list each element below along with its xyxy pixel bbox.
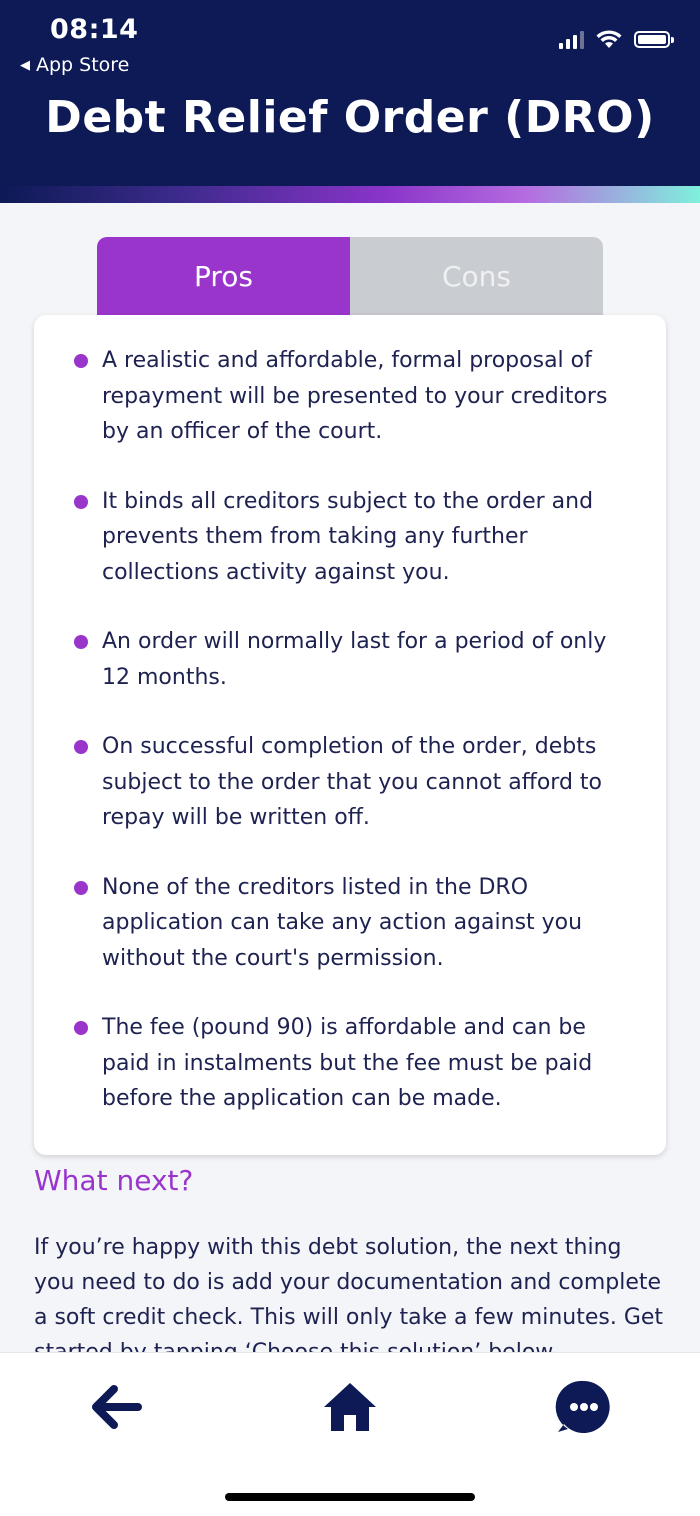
pros-item: None of the creditors listed in the DRO application can take any action against you without the court's permission. [74, 870, 626, 977]
tab-cons[interactable]: Cons [350, 237, 603, 315]
back-triangle-icon: ◀ [20, 57, 30, 73]
battery-icon [634, 31, 670, 48]
chat-bubble-icon [556, 1379, 612, 1435]
back-button[interactable] [88, 1379, 144, 1439]
back-to-app-store[interactable] [20, 54, 129, 76]
pros-cons-tabs [97, 237, 603, 315]
what-next-text: If you’re happy with this debt solution, the next thing you need to do is add your documentation and complete a soft credit check. This will only take a few minutes. Get [34, 1235, 664, 1330]
pros-card [34, 315, 666, 1155]
chat-button[interactable] [556, 1379, 612, 1439]
status-icons [559, 30, 670, 49]
header-gradient-divider [0, 186, 700, 203]
pros-list [34, 315, 666, 1117]
pros-item: The fee (pound 90) is affordable and can be paid in instalments but the fee must be paid before the application can be made. [74, 1010, 626, 1117]
header [0, 0, 700, 187]
home-indicator[interactable] [225, 1493, 475, 1501]
home-button[interactable] [322, 1379, 378, 1439]
tab-pros[interactable]: Pros [97, 237, 350, 315]
pros-item: On successful completion of the order, debts subject to the order that you cannot afford to repay will be written off. [74, 729, 626, 836]
pros-item: An order will normally last for a period of only 12 months. [74, 624, 626, 695]
what-next-heading: What next? [34, 1164, 194, 1197]
pros-item: It binds all creditors subject to the order and prevents them from taking any further collections activity against you. [74, 484, 626, 591]
bottom-nav-bar [0, 1352, 700, 1516]
page-title: Debt Relief Order (DRO) [45, 92, 655, 143]
home-icon [322, 1379, 378, 1435]
wifi-icon [596, 30, 622, 49]
cellular-signal-icon [559, 31, 584, 49]
back-app-label: App Store [36, 54, 130, 76]
arrow-left-icon [88, 1379, 144, 1435]
status-time: 08:14 [50, 14, 139, 45]
pros-item: A realistic and affordable, formal proposal of repayment will be presented to your creditors by an officer of the court. [74, 343, 626, 450]
